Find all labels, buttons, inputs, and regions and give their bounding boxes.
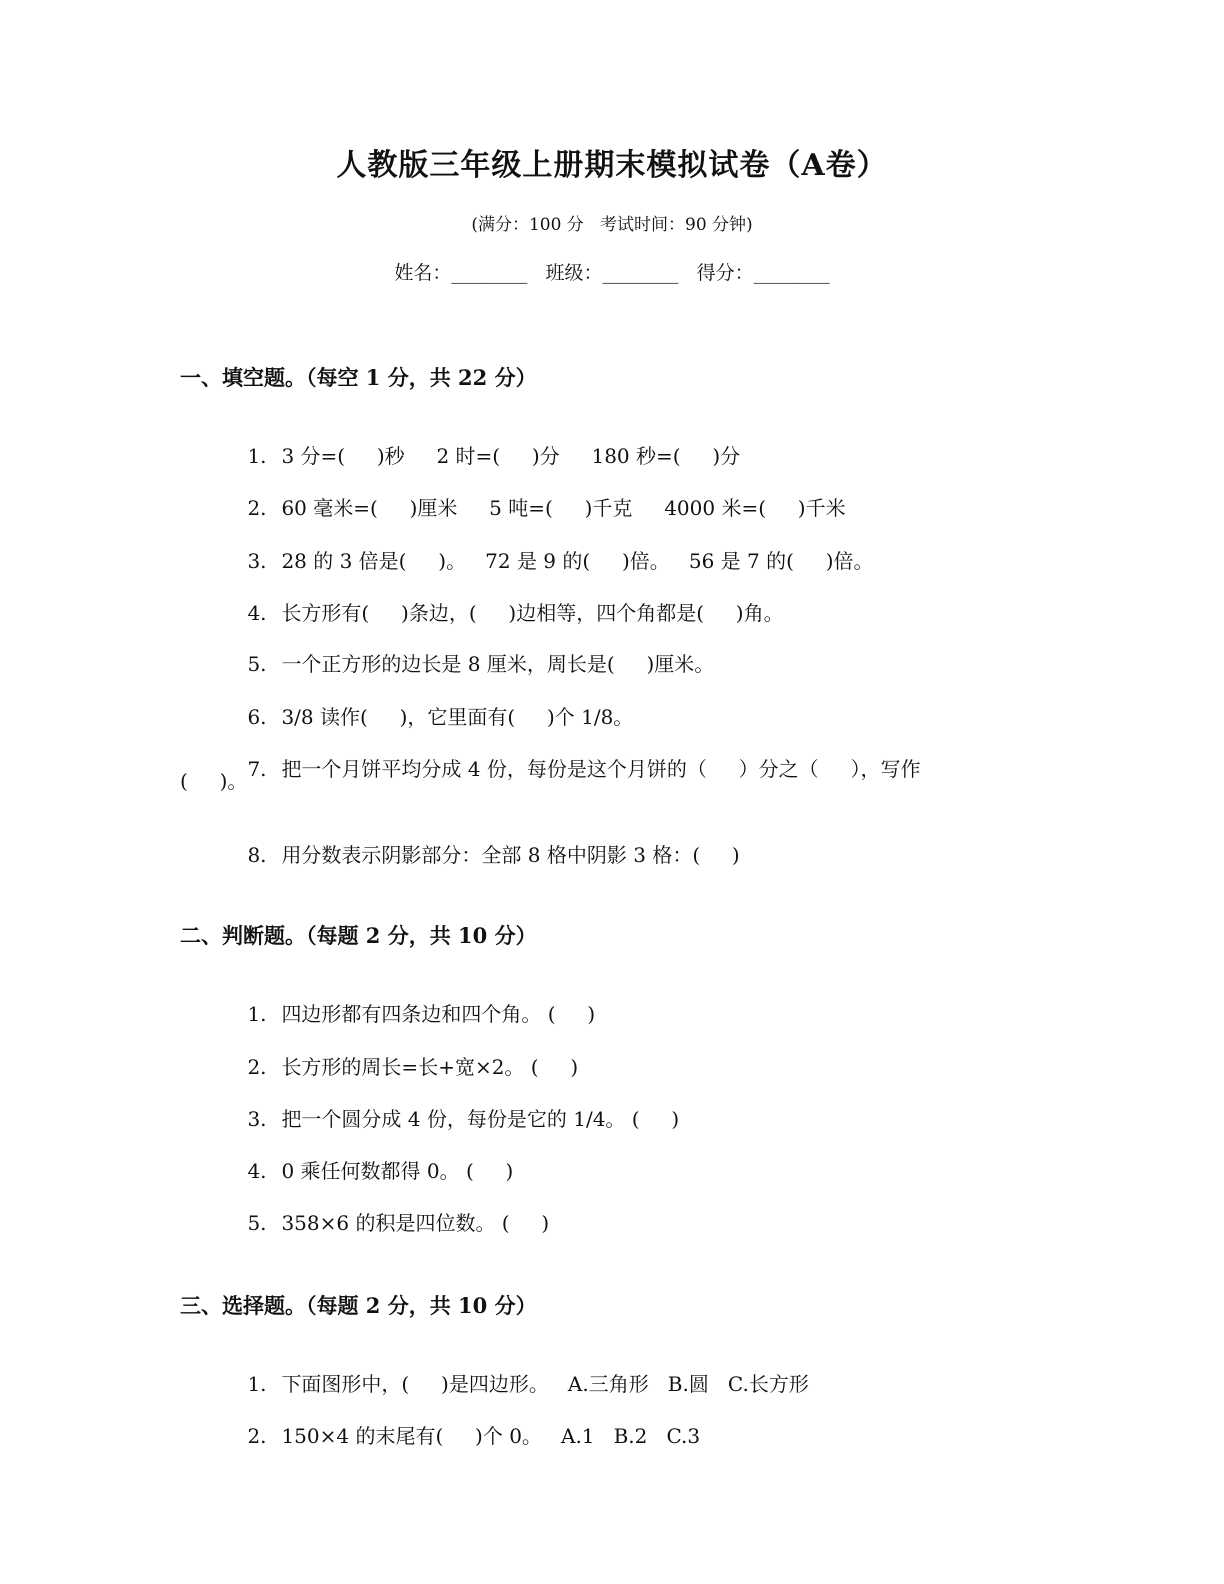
question-number: 3. <box>247 549 267 573</box>
question-item <box>222 1396 700 1473</box>
question-text: 3/8 读作( )，它里面有( )个 1/8。 <box>281 705 634 729</box>
question-number: 2. <box>247 1055 267 1079</box>
question-number: 8. <box>247 843 267 867</box>
exam-subtitle: (满分：100 分 考试时间：90 分钟) <box>471 215 753 235</box>
question-number: 4. <box>247 1159 267 1183</box>
question-continuation: ( )。 <box>180 769 248 793</box>
question-text: 358×6 的积是四位数。 ( ) <box>281 1211 550 1235</box>
question-text: 0 乘任何数都得 0。 ( ) <box>281 1159 514 1183</box>
question-item <box>222 1183 549 1260</box>
question-number: 1. <box>247 444 267 468</box>
question-text: 四边形都有四条边和四个角。 ( ) <box>281 1002 596 1026</box>
question-text: 用分数表示阴影部分：全部 8 格中阴影 3 格：( ) <box>281 843 740 867</box>
question-number: 7. <box>247 757 267 781</box>
question-text: 把一个月饼平均分成 4 份，每份是这个月饼的（ ）分之（ ），写作 <box>281 757 921 781</box>
question-number: 4. <box>247 601 267 625</box>
question-number: 2. <box>247 1424 267 1448</box>
question-number: 2. <box>247 496 267 520</box>
question-text: 150×4 的末尾有( )个 0。 A.1 B.2 C.3 <box>281 1424 701 1448</box>
question-number: 5. <box>247 1211 267 1235</box>
section-heading-true-false: 二、判断题。（每题 2 分，共 10 分） <box>180 923 537 948</box>
question-item <box>222 815 740 892</box>
question-text: 下面图形中，( )是四边形。 A.三角形 B.圆 C.长方形 <box>281 1372 809 1396</box>
student-info-line: 姓名：________ 班级：________ 得分：________ <box>394 262 830 284</box>
question-text: 长方形有( )条边，( )边相等，四个角都是( )角。 <box>281 601 784 625</box>
question-number: 1. <box>247 1002 267 1026</box>
question-text: 一个正方形的边长是 8 厘米，周长是( )厘米。 <box>281 652 715 676</box>
section-heading-fill-blank: 一、填空题。（每空 1 分，共 22 分） <box>180 365 537 390</box>
question-number: 6. <box>247 705 267 729</box>
question-text: 3 分=( )秒 2 时=( )分 180 秒=( )分 <box>281 444 741 468</box>
question-number: 5. <box>247 652 267 676</box>
question-text: 把一个圆分成 4 份，每份是它的 1/4。 ( ) <box>281 1107 680 1131</box>
question-number: 3. <box>247 1107 267 1131</box>
question-number: 1. <box>247 1372 267 1396</box>
question-text: 60 毫米=( )厘米 5 吨=( )千克 4000 米=( )千米 <box>281 496 846 520</box>
page-title: 人教版三年级上册期末模拟试卷（A卷） <box>336 148 888 183</box>
question-text: 28 的 3 倍是( )。 72 是 9 的( )倍。 56 是 7 的( )倍。 <box>281 549 874 573</box>
question-text: 长方形的周长=长+宽×2。 ( ) <box>281 1055 579 1079</box>
question-item <box>222 729 920 806</box>
section-heading-multiple-choice: 三、选择题。（每题 2 分，共 10 分） <box>180 1293 537 1318</box>
